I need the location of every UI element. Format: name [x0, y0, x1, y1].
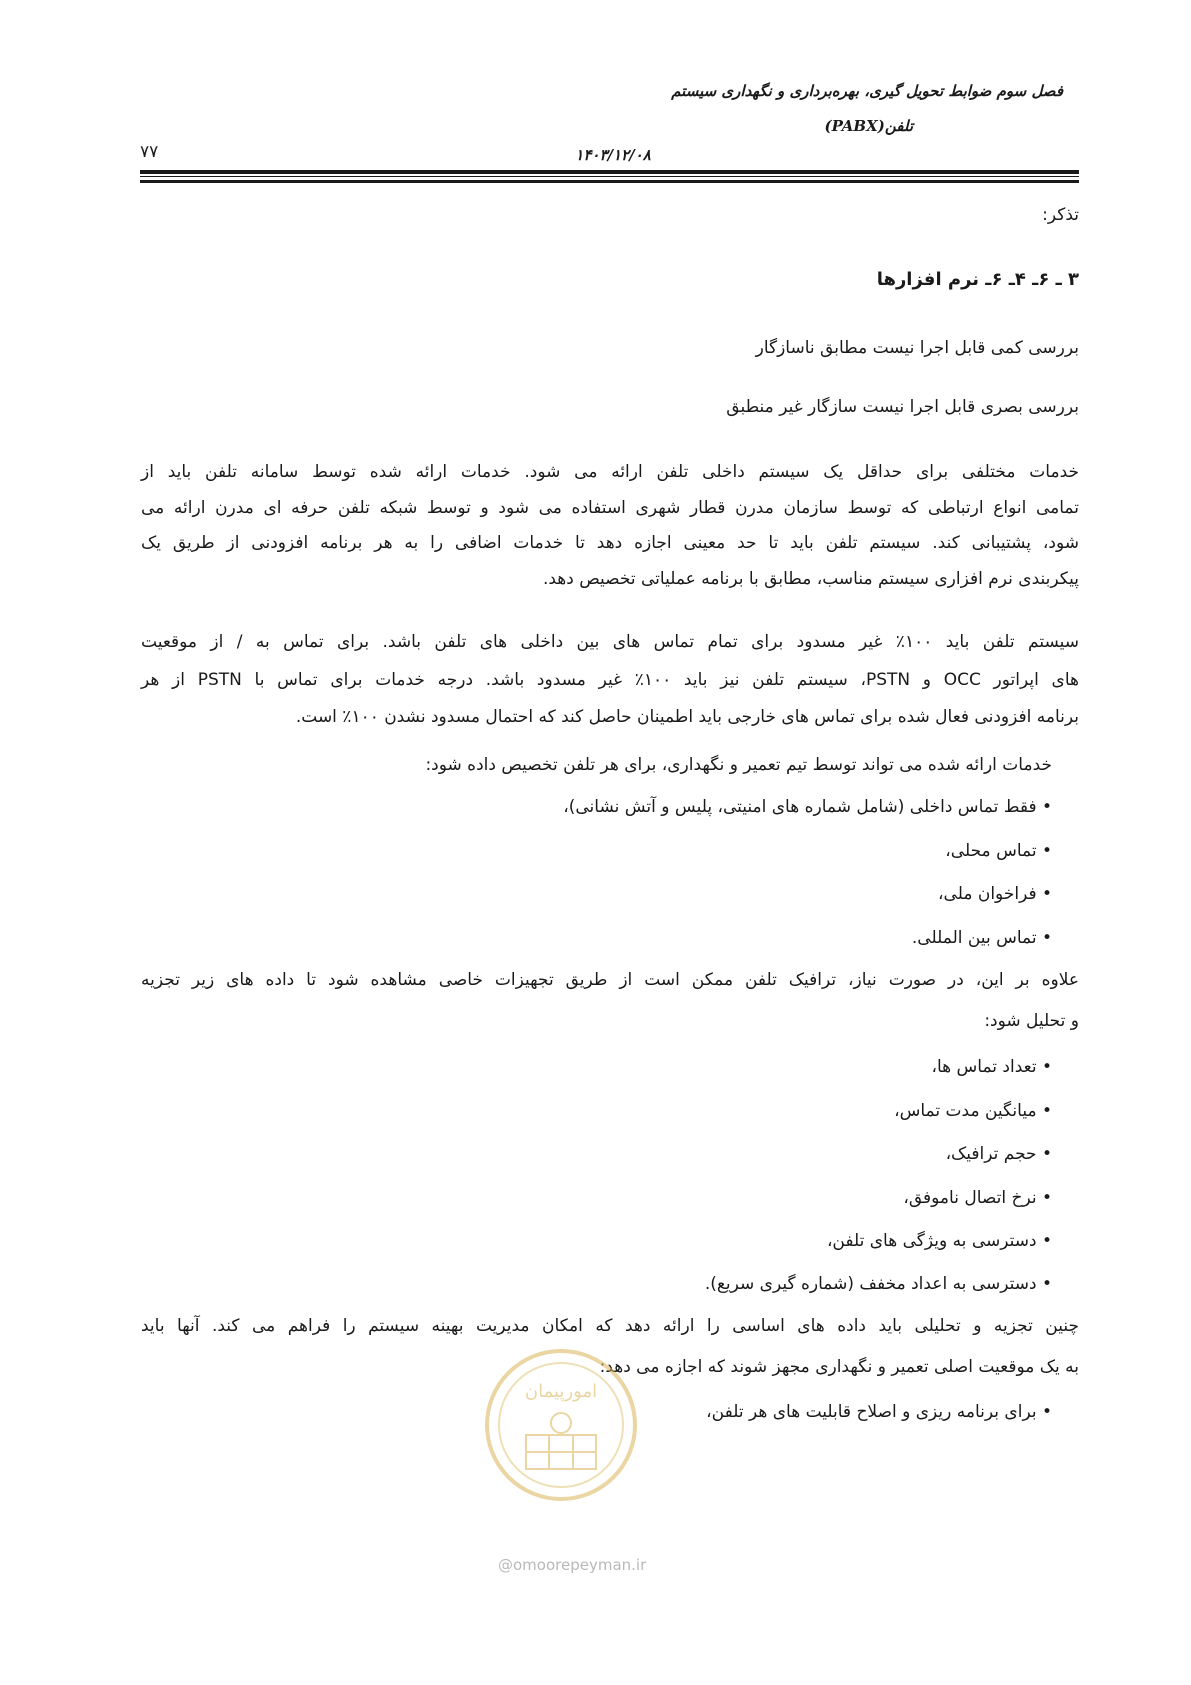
header-rule-middle — [140, 176, 1079, 177]
services-intro: خدمات ارائه شده می تواند توسط تیم تعمیر و نگهداری، برای هر تلفن تخصیص داده شود: — [425, 755, 1052, 775]
traffic-bullet: • دسترسی به ویژگی های تلفن، — [826, 1231, 1052, 1251]
paragraph-services-line: شود، پشتیبانی کند. سیستم تلفن باید تا حد معینی اجازه دهد تا خدمات اضافی را به هر برنامه افزودنی از طریق یک — [141, 533, 1079, 553]
traffic-intro-line: و تحلیل شود: — [984, 1011, 1079, 1031]
chapter-subtitle: تلفن(PABX) — [824, 117, 913, 135]
watermark-logo — [481, 1345, 641, 1505]
paragraph-services-line: پیکربندی نرم افزاری سیستم مناسب، مطابق با برنامه عملیاتی تخصیص دهد. — [542, 569, 1079, 589]
chapter-title: فصل سوم ضوابط تحویل گیری، بهره‌برداری و نگهداری سیستم — [671, 82, 1063, 100]
paragraph-blocking-line: برنامه افزودنی فعال شده برای تماس های خارجی باید اطمینان حاصل کند که احتمال مسدود نشدن ۱۰۰٪ است. — [295, 707, 1079, 727]
watermark-logo-text: امورپیمان — [524, 1381, 598, 1402]
watermark-site: @omoorepeyman.ir — [498, 1556, 647, 1574]
traffic-intro-line: علاوه بر این، در صورت نیاز، ترافیک تلفن ممکن است از طریق تجهیزات خاصی مشاهده شود تا داده های زیر تجزیه — [141, 970, 1079, 990]
service-bullet: • فراخوان ملی، — [938, 884, 1052, 904]
visual-check-line: بررسی بصری قابل اجرا نیست سازگار غیر منطبق — [726, 397, 1079, 417]
planning-bullet: • برای برنامه ریزی و اصلاح قابلیت های هر تلفن، — [706, 1402, 1052, 1422]
document-date: ۱۴۰۳/۱۲/۰۸ — [575, 146, 651, 164]
traffic-bullet: • حجم ترافیک، — [945, 1144, 1052, 1164]
traffic-bullet: • میانگین مدت تماس، — [894, 1101, 1052, 1121]
traffic-bullet: • تعداد تماس ها، — [931, 1057, 1052, 1077]
service-bullet: • فقط تماس داخلی (شامل شماره های امنیتی، پلیس و آتش نشانی)، — [563, 797, 1052, 817]
analysis-line: به یک موقعیت اصلی تعمیر و نگهداری مجهز شوند که اجازه می دهد: — [599, 1357, 1079, 1377]
service-bullet: • تماس محلی، — [945, 841, 1052, 861]
traffic-bullet: • نرخ اتصال ناموفق، — [903, 1188, 1052, 1208]
traffic-bullet: • دسترسی به اعداد مخفف (شماره گیری سریع). — [704, 1274, 1052, 1294]
header-rule-top — [140, 170, 1079, 174]
paragraph-services-line: خدمات مختلفی برای حداقل یک سیستم داخلی تلفن ارائه می شود. خدمات ارائه شده توسط سامانه تلفن باید از — [141, 462, 1079, 482]
paragraph-blocking-line: های اپراتور OCC و PSTN، سیستم تلفن نیز باید ۱۰۰٪ غیر مسدود باشد. درجه خدمات برای تماس با PSTN از هر — [141, 670, 1079, 690]
paragraph-services-line: تمامی انواع ارتباطی که توسط سازمان مدرن قطار شهری استفاده می شود و توسط شبکه تلفن حرفه ای مدرن ارائه می — [141, 498, 1079, 518]
paragraph-blocking-line: سیستم تلفن باید ۱۰۰٪ غیر مسدود برای تمام تماس های بین داخلی های تلفن باشد. برای تماس به / از موقعیت — [141, 632, 1079, 652]
header-rule-bottom — [140, 180, 1079, 183]
quantitative-check-line: بررسی کمی قابل اجرا نیست مطابق ناسازگار — [755, 338, 1079, 358]
note-label: تذکر: — [1042, 205, 1079, 225]
analysis-line: چنین تجزیه و تحلیلی باید داده های اساسی را ارائه دهد که امکان مدیریت بهینه سیستم را فراهم می کند. آنها باید — [141, 1316, 1079, 1336]
service-bullet: • تماس بین المللی. — [911, 928, 1052, 948]
page-number: ۷۷ — [140, 142, 159, 162]
section-heading: ۳ ـ ۶ـ ۴ـ ۶ـ نرم افزارها — [876, 269, 1079, 290]
